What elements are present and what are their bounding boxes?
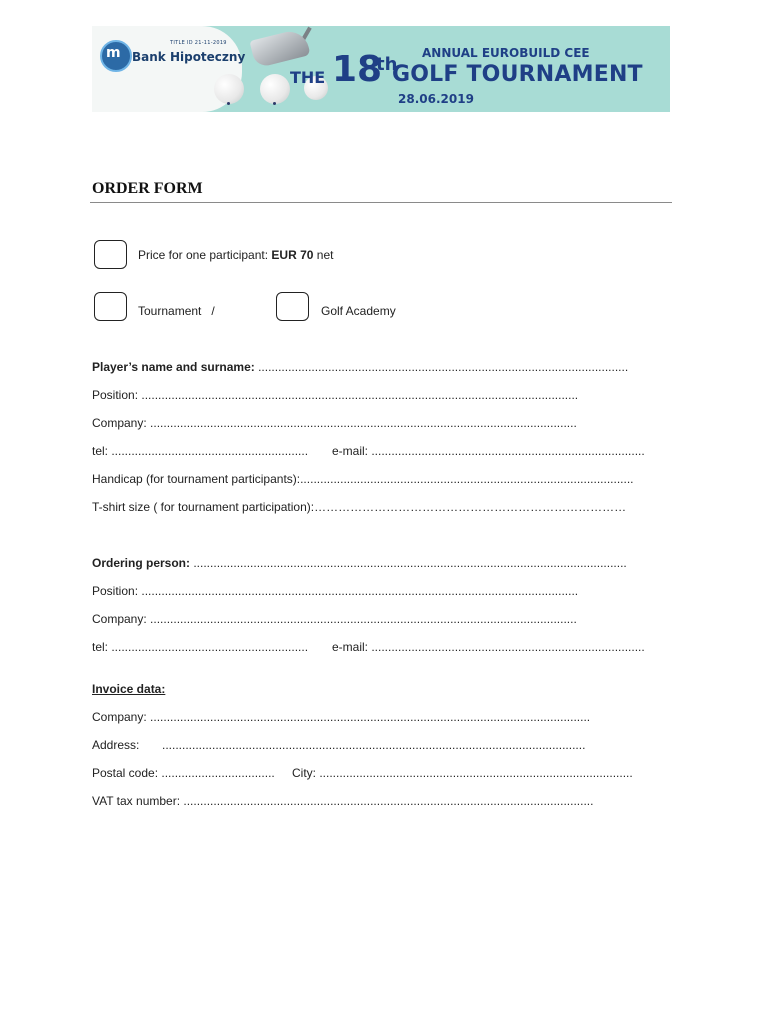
price-suffix: net <box>313 248 334 262</box>
invoice-company-field[interactable]: Company: .................................................................................................................................... <box>92 710 591 724</box>
invoice-city-field[interactable]: City: .............................................................................................. <box>292 766 633 780</box>
banner-date: 28.06.2019 <box>398 92 474 106</box>
ordering-email-field[interactable]: e-mail: .................................................................................. <box>332 640 645 654</box>
tournament-label: Tournament / <box>138 304 215 318</box>
ordering-position-field[interactable]: Position: ................................................................................................................................... <box>92 584 579 598</box>
banner-the: THE <box>290 68 326 87</box>
player-tel-field[interactable]: tel: ........................................................... <box>92 444 309 458</box>
golf-ball-icon <box>260 74 290 104</box>
bank-logo-text: Bank Hipoteczny <box>132 50 246 64</box>
invoice-address-dots: ............................................................................................................................... <box>162 738 586 752</box>
price-prefix: Price for one participant: <box>138 248 272 262</box>
golf-ball-icon <box>214 74 244 104</box>
ordering-person-label: Ordering person: <box>92 556 191 570</box>
player-company-field[interactable]: Company: ................................................................................................................................ <box>92 416 577 430</box>
invoice-heading: Invoice data: <box>92 682 166 696</box>
invoice-address-label: Address: <box>92 738 140 752</box>
invoice-vat-field[interactable]: VAT tax number: ........................................................................................................................... <box>92 794 594 808</box>
player-name-dots: ............................................................................................................... <box>254 360 629 374</box>
bank-logo-tagline: TITLE ID 21-11-2019 <box>170 40 227 46</box>
invoice-address-field[interactable] <box>92 738 670 752</box>
tournament-checkbox[interactable] <box>94 292 127 321</box>
ordering-contact-row <box>92 640 670 654</box>
tshirt-size-field[interactable]: T-shirt size ( for tournament participation):…………………………………………………………………… <box>92 500 627 514</box>
ordering-company-field[interactable]: Company: ................................................................................................................................ <box>92 612 577 626</box>
event-banner <box>92 26 670 112</box>
banner-headline: GOLF TOURNAMENT <box>392 62 643 87</box>
ordering-person-dots: .................................................................................................................................. <box>190 556 627 570</box>
handicap-field[interactable]: Handicap (for tournament participants):.................................................................................................... <box>92 472 634 486</box>
price-label <box>138 248 333 262</box>
player-email-field[interactable]: e-mail: .................................................................................. <box>332 444 645 458</box>
invoice-postal-field[interactable]: Postal code: .................................. <box>92 766 275 780</box>
player-name-field[interactable] <box>92 360 670 374</box>
page-title: ORDER FORM <box>92 180 203 197</box>
title-divider <box>90 202 672 203</box>
price-amount: EUR 70 <box>271 248 314 262</box>
golf-academy-label: Golf Academy <box>321 304 396 318</box>
price-checkbox[interactable] <box>94 240 127 269</box>
banner-subtitle: ANNUAL EUROBUILD CEE <box>422 46 590 60</box>
player-contact-row <box>92 444 670 458</box>
ordering-tel-field[interactable]: tel: ........................................................... <box>92 640 309 654</box>
banner-edition-number: 18 <box>332 49 383 90</box>
ordering-person-field[interactable] <box>92 556 670 570</box>
player-position-field[interactable]: Position: ................................................................................................................................... <box>92 388 579 402</box>
golf-club-icon <box>249 28 310 69</box>
invoice-location-row <box>92 766 670 780</box>
bank-logo-mark: m <box>106 45 121 61</box>
player-name-label: Player’s name and surname: <box>92 360 255 374</box>
golf-academy-checkbox[interactable] <box>276 292 309 321</box>
banner-edition-suffix: th <box>376 54 398 75</box>
